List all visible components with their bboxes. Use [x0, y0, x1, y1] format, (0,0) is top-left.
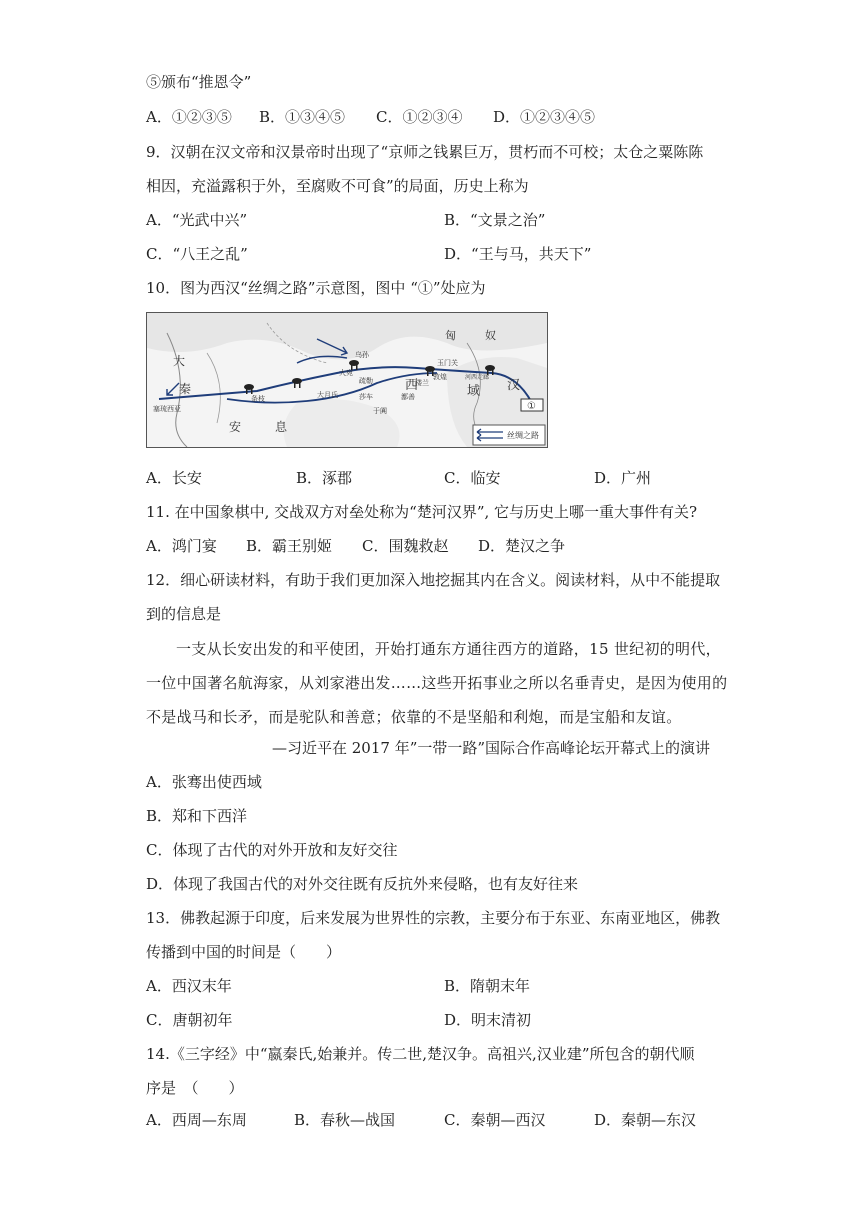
question-12-stem-line1: 12．细心研读材料，有助于我们更加深入地挖掘其内在含义。阅读材料，从中不能提取: [146, 571, 721, 589]
option-a: A．张骞出使西域: [146, 773, 262, 791]
option-c: C．围魏救赵: [362, 537, 449, 555]
map-label: 莎车: [359, 393, 373, 401]
map-label: 汉: [507, 378, 521, 393]
map-label: 条枝: [251, 395, 265, 403]
option-a: A．“光武中兴”: [146, 211, 248, 229]
option-d: D．秦朝—东汉: [594, 1111, 697, 1129]
map-label: 河西走廊: [465, 374, 490, 381]
option-d: D．“王与马，共天下”: [444, 245, 592, 263]
option-d: D．体现了我国古代的对外交往既有反抗外来侵略，也有友好往来: [146, 875, 579, 893]
question-9-stem-line2: 相因，充溢露积于外，至腐败不可食”的局面，历史上称为: [146, 177, 529, 195]
map-label: 乌孙: [355, 351, 369, 359]
map-label: 疏勒: [359, 377, 373, 385]
question-12-stem-line2: 到的信息是: [146, 605, 222, 623]
option-b: B．①③④⑤: [259, 108, 346, 126]
list-item: ⑤颁布“推恩令”: [146, 73, 252, 91]
option-d: D．①②③④⑤: [493, 108, 596, 126]
map-label: 息: [275, 420, 288, 434]
map-label: 安: [229, 420, 242, 434]
option-b: B．郑和下西洋: [146, 807, 248, 825]
option-c: C．①②③④: [376, 108, 463, 126]
question-9-stem-line1: 9．汉朝在汉文帝和汉景帝时出现了“京师之钱累巨万，贯朽而不可校；太仓之粟陈陈: [146, 143, 704, 161]
option-b: B．春秋—战国: [294, 1111, 396, 1129]
option-c: C．秦朝—西汉: [444, 1111, 546, 1129]
option-a: A．①②③⑤: [146, 108, 232, 126]
river-line: [207, 353, 220, 423]
question-14-stem-line2: 序是 （ ）: [146, 1079, 244, 1097]
map-label: ①: [527, 401, 536, 412]
quote-source: —习近平在 2017 年”一带一路”国际合作高峰论坛开幕式上的演讲: [272, 739, 711, 757]
map-label: 西: [405, 378, 419, 393]
option-c: C．唐朝初年: [146, 1011, 233, 1029]
map-label: 于阗: [373, 407, 387, 415]
option-b: B．霸王别姬: [246, 537, 333, 555]
map-label: 大: [173, 354, 186, 368]
map-label: 秦: [179, 382, 192, 396]
option-c: C．体现了古代的对外开放和友好交往: [146, 841, 398, 859]
option-d: D．明末清初: [444, 1011, 532, 1029]
option-a: A．鸿门宴: [146, 537, 217, 555]
map-label: 奴: [485, 329, 496, 342]
map-label: 楼兰: [415, 379, 429, 387]
material-quote-line1: 一支从长安出发的和平使团，开始打通东方通往西方的道路，15 世纪初的明代，: [176, 640, 721, 658]
material-quote-line2: 一位中国著名航海家，从刘家港出发……这些开拓事业之所以名垂青史，是因为使用的: [146, 674, 728, 692]
map-label: 玉门关: [437, 359, 458, 367]
option-d: D．楚汉之争: [478, 537, 566, 555]
map-label: 大月氏: [317, 391, 338, 399]
map-label: 鄯善: [401, 393, 415, 401]
map-label: 敦煌: [433, 373, 447, 381]
arrow-icon: [167, 383, 179, 395]
option-b: B．隋朝末年: [444, 977, 531, 995]
option-c: C．临安: [444, 469, 501, 487]
material-quote-line3: 不是战马和长矛，而是驼队和善意；依靠的不是坚船和利炮，而是宝船和友谊。: [146, 708, 682, 726]
camel-icon: [292, 378, 302, 388]
option-d: D．广州: [594, 469, 652, 487]
question-13-stem-line1: 13．佛教起源于印度，后来发展为世界性的宗教，主要分布于东亚、东南亚地区，佛教: [146, 909, 721, 927]
question-10-stem: 10．图为西汉“丝绸之路”示意图，图中 “①”处应为: [146, 279, 486, 297]
question-14-stem-line1: 14.《三字经》中“嬴秦氏,始兼并。传二世,楚汉争。高祖兴,汉业建”所包含的朝代顺: [146, 1045, 695, 1063]
question-13-stem-line2: 传播到中国的时间是（ ）: [146, 943, 342, 961]
option-a: A．西周—东周: [146, 1111, 247, 1129]
map-label: 匈: [445, 329, 456, 342]
option-b: B．涿郡: [296, 469, 353, 487]
option-a: A．西汉末年: [146, 977, 232, 995]
question-11-stem: 11. 在中国象棋中, 交战双方对垒处称为“楚河汉界”, 它与历史上哪一重大事件有关?: [146, 503, 698, 521]
option-a: A．长安: [146, 469, 202, 487]
map-label: 大宛: [339, 369, 353, 377]
legend-label: 丝绸之路: [507, 431, 539, 440]
option-b: B．“文景之治”: [444, 211, 546, 229]
option-c: C．“八王之乱”: [146, 245, 248, 263]
map-label: 域: [467, 384, 481, 399]
map-label: 塞琉西亚: [153, 405, 181, 413]
silk-road-map: [146, 312, 548, 448]
